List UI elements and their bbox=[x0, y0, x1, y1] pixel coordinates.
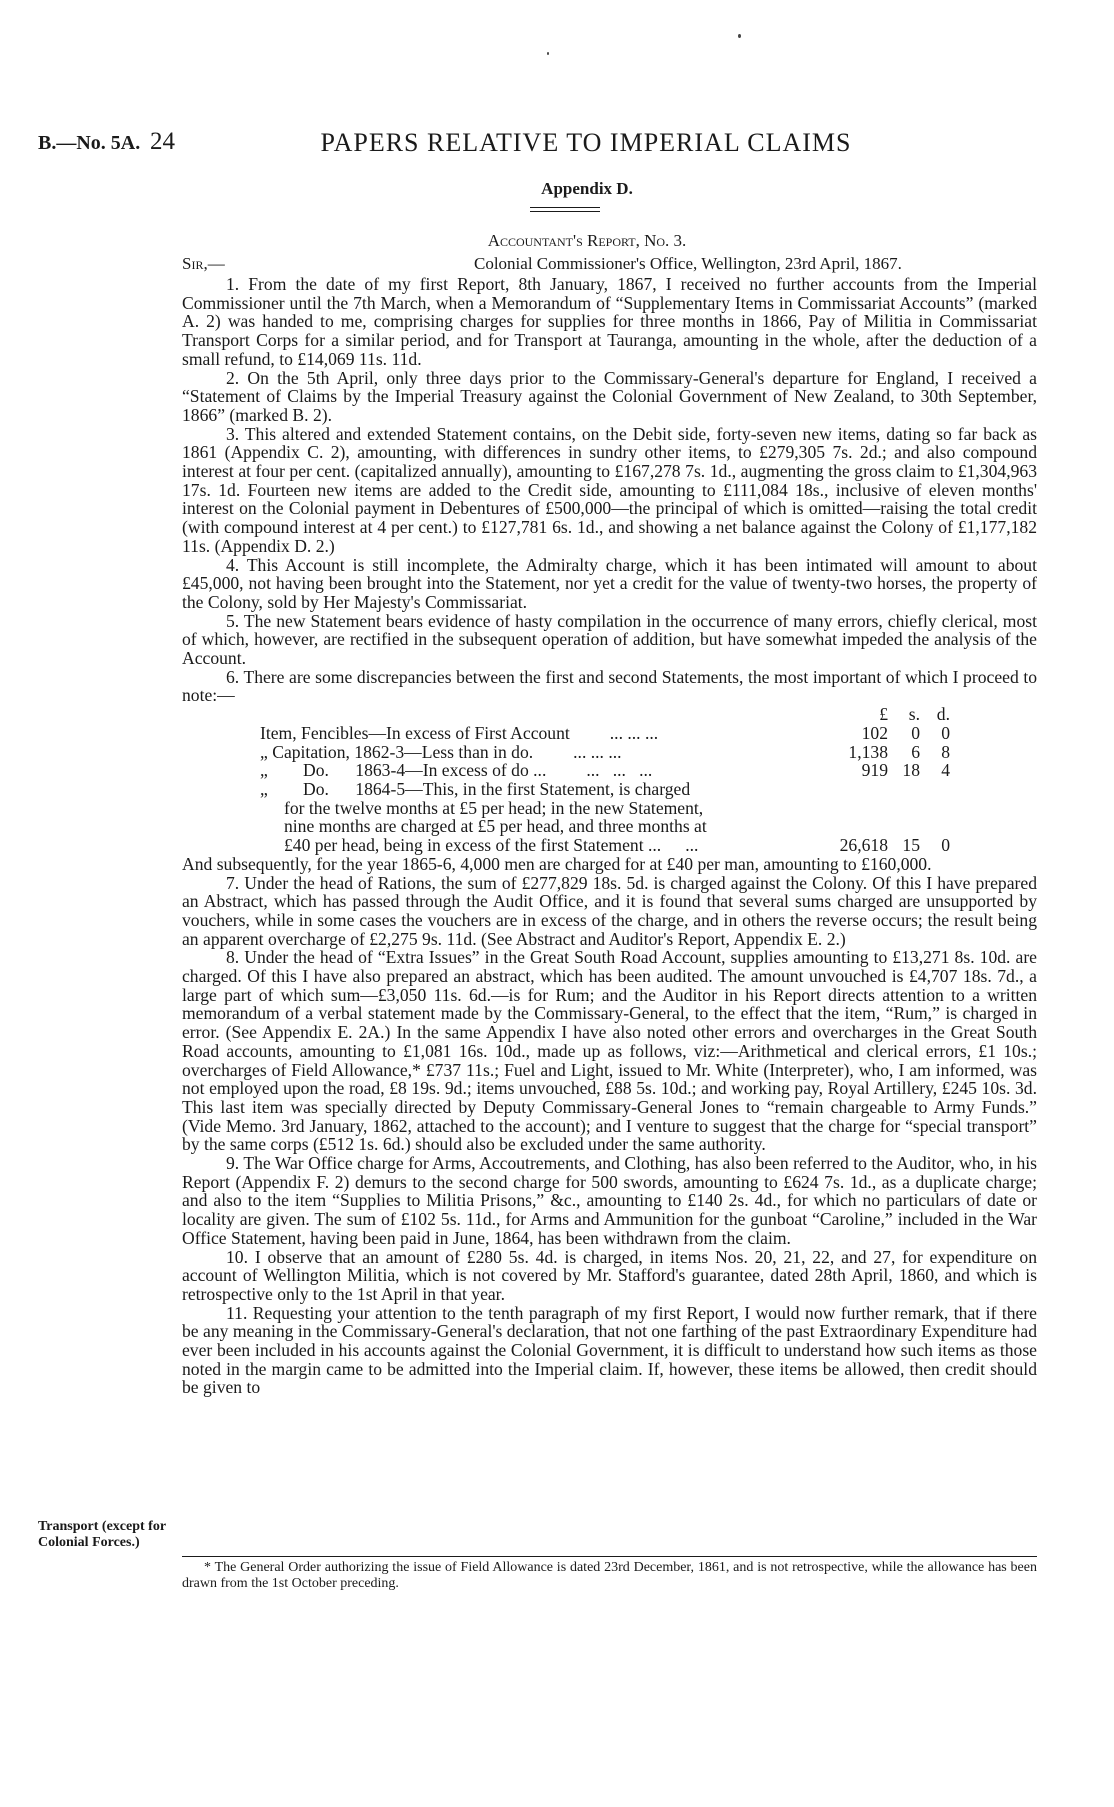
pounds-value: 102 bbox=[861, 722, 888, 743]
table-row bbox=[260, 780, 950, 799]
paragraph: 2. On the 5th April, only three days prior to the Commissary-General's departure for England, I received a “Statement of Claims by the Imperial Treasury against the Colonial Government of New Zealand, to 30th September, 1866” (marked B. 2). bbox=[182, 367, 1037, 425]
shillings-value: 18 bbox=[902, 760, 920, 781]
paragraph: 10. I observe that an amount of £280 5s. 4d. is charged, in items Nos. 20, 21, 22, and 27, for expenditure on account of Wellington Militia, which is not covered by Mr. Stafford's guarantee, dated 28th April, 1860, and which is retrospective only to the 1st April in that year. bbox=[182, 1246, 1037, 1304]
row-label: „ Do. 1864-5—This, in the first Statement, is charged bbox=[260, 778, 691, 799]
footnote: * The General Order authorizing the issue of Field Allowance is dated 23rd December, 1861, and is not retrospective, while the allowance has been drawn from the 1st October preceding. bbox=[182, 1560, 1037, 1591]
shillings-value: 15 bbox=[902, 835, 920, 856]
paragraph: 5. The new Statement bears evidence of hasty compilation in the occurrence of many errors, chiefly clerical, most of which, however, are rectified in the subsequent operation of addition, but have somewhat impeded the analysis of the Account. bbox=[182, 610, 1037, 669]
pounds-header: £ bbox=[879, 704, 888, 725]
paragraph: 3. This altered and extended Statement contains, on the Debit side, forty-seven new items, dating so far back as 1861 (Appendix C. 2), amounting, with differences in sundry other items, to £279,305 7s. 2d.; and also compound interest at four per cent. (capitalized annually), amounting to £167,278 7s. 1d., augmenting the gross claim to £1,304,963 17s. 1d. Fourteen new items are added to the Credit side, amounting to £111,084 18s., inclusive of eleven months' interest on the Colonial payment in Debentures of £500,000—the principal of which is omitted—raising the total credit (with compound interest at 4 per cent.) to £127,781 6s. 1d., and showing a net balance against the Colony of £1,177,182 11s. (Appendix D. 2.) bbox=[182, 423, 1037, 556]
salutation: Sir,— bbox=[182, 254, 225, 273]
margin-note: Transport (except for Colonial Forces.) bbox=[38, 1519, 166, 1550]
paragraph: And subsequently, for the year 1865-6, 4,000 men are charged for at £40 per man, amounting to £160,000. bbox=[182, 853, 932, 874]
paragraph: 11. Requesting your attention to the tenth paragraph of my first Report, I would now further remark, that if there be any meaning in the Commissary-General's declaration, that not one farthing of the past Extraordinary Expenditure had ever been included in his accounts against the Colonial Government, it is difficult to understand how such items as those noted in the margin came to be admitted into the Imperial claim. If, however, these items be allowed, then credit should be given to bbox=[182, 1302, 1037, 1398]
table-row bbox=[260, 724, 950, 743]
speck bbox=[738, 34, 741, 38]
discrepancy-table bbox=[260, 705, 950, 855]
table-row bbox=[260, 836, 950, 855]
row-label: Item, Fencibles—In excess of First Account ... ... ... bbox=[260, 722, 659, 743]
row-label: „ Do. 1863-4—In excess of do ... ... ... ... bbox=[260, 760, 653, 781]
paragraph: 7. Under the head of Rations, the sum of £277,829 18s. 5d. is charged against the Colony. Of this I have prepared an Abstract, which has passed through the Audit Office, and it is found that several sums charged are unsupported by vouchers, while in some cases the vouchers are in excess of the charge, and in others the reverse occurs; the result being an apparent overcharge of £2,275 9s. 11d. (See Abstract and Auditor's Report, Appendix E. 2.) bbox=[182, 872, 1037, 949]
row-label: „ Capitation, 1862-3—Less than in do. ... ... ... bbox=[260, 741, 622, 762]
table-row bbox=[260, 743, 950, 762]
shillings-value: 0 bbox=[911, 722, 920, 743]
pounds-value: 26,618 bbox=[839, 835, 888, 856]
page-title: PAPERS RELATIVE TO IMPERIAL CLAIMS bbox=[320, 128, 852, 157]
dateline: Colonial Commissioner's Office, Wellington, 23rd April, 1867. bbox=[474, 254, 902, 273]
currency-header bbox=[260, 705, 950, 724]
paragraph: 1. From the date of my first Report, 8th January, 1867, I received no further accounts from the Imperial Commissioner until the 7th March, when a Memorandum of “Supplementary Items in Commissariat Accounts” (marked A. 2) was handed to me, comprising charges for supplies for three months in 1866, Pay of Militia in Commissariat Transport Corps for a similar period, and for Transport at Tauranga, amounting in the whole, after the deduction of a small refund, to £14,069 11s. 11d. bbox=[182, 274, 1037, 369]
pounds-value: 919 bbox=[861, 760, 888, 781]
divider-rule bbox=[530, 207, 600, 208]
speck bbox=[547, 52, 549, 55]
row-label: £40 per head, being in excess of the first Statement ... ... bbox=[284, 835, 699, 856]
pence-value: 0 bbox=[941, 835, 950, 856]
shillings-value: 6 bbox=[911, 741, 920, 762]
footnote-rule bbox=[182, 1556, 1037, 1557]
page-number: 24 bbox=[150, 128, 175, 155]
appendix-label: Appendix D. bbox=[541, 179, 633, 198]
document-reference: B.—No. 5A. bbox=[38, 132, 141, 154]
pence-header: d. bbox=[936, 704, 950, 725]
report-title: Accountant's Report, No. 3. bbox=[487, 231, 687, 250]
pence-value: 0 bbox=[941, 722, 950, 743]
row-continuation: nine months are charged at £5 per head, and three months at bbox=[284, 816, 707, 837]
paragraph: 4. This Account is still incomplete, the Admiralty charge, which it has been intimated will amount to about £45,000, not having been brought into the Statement, nor yet a credit for the value of twenty-two horses, the property of the Colony, sold by Her Majesty's Commissariat. bbox=[182, 554, 1037, 612]
pence-value: 8 bbox=[941, 741, 950, 762]
paragraph: 8. Under the head of “Extra Issues” in the Great South Road Account, supplies amounting to £13,271 8s. 10d. are charged. Of this I have also prepared an abstract, which has been audited. The amount unvouched is £4,707 18s. 7d., a large part of which sum—£3,050 11s. 6d.—is for Rum; and the Auditor in his Report directs attention to a written memorandum of a verbal statement made by the Commissary-General, to the effect that the item, “Rum,” is charged in error. (See Appendix E. 2A.) In the same Appendix I have also noted other errors and overcharges in the Great South Road accounts, amounting to £1,081 16s. 10d., made up as follows, viz:—Arithmetical and clerical errors, £1 10s.; overcharges of Field Allowance,* £737 11s.; Fuel and Light, issued to Mr. White (Interpreter), who, I am informed, was not employed upon the road, £8 19s. 9d.; items unvouched, £88 5s. 10d.; and working pay, Royal Artillery, £245 10s. 3d. This last item was specially directed by Deputy Commissary-General Jones to “remain chargeable to Army Funds.” (Vide Memo. 3rd January, 1862, attached to the account); and I venture to suggest that the charge for “special transport” by the same corps (£512 1s. 6d.) should also be excluded under the same authority. bbox=[182, 947, 1037, 1155]
table-row bbox=[260, 761, 950, 780]
paragraph: 6. There are some discrepancies between the first and second Statements, the most important of which I proceed to note:— bbox=[182, 666, 1037, 706]
shillings-header: s. bbox=[908, 704, 920, 725]
pence-value: 4 bbox=[941, 760, 950, 781]
report-body bbox=[182, 275, 1037, 1397]
divider-rule bbox=[530, 211, 600, 212]
pounds-value: 1,138 bbox=[848, 741, 888, 762]
paragraph: 9. The War Office charge for Arms, Accoutrements, and Clothing, has also been referred to the Auditor, who, in his Report (Appendix F. 2) demurs to the second charge for 500 swords, amounting to £624 7s. 1d., as a duplicate charge; and also to the item “Supplies to Militia Prisons,” &c., amounting to £140 2s. 4d., for which no particulars of date or locality are given. The sum of £102 5s. 11d., for Arms and Ammunition for the gunboat “Caroline,” included in the War Office Statement, having been paid in June, 1864, has been withdrawn from the claim. bbox=[182, 1153, 1037, 1248]
page-header bbox=[38, 128, 1074, 164]
row-continuation: for the twelve months at £5 per head; in the new Statement, bbox=[284, 797, 704, 818]
